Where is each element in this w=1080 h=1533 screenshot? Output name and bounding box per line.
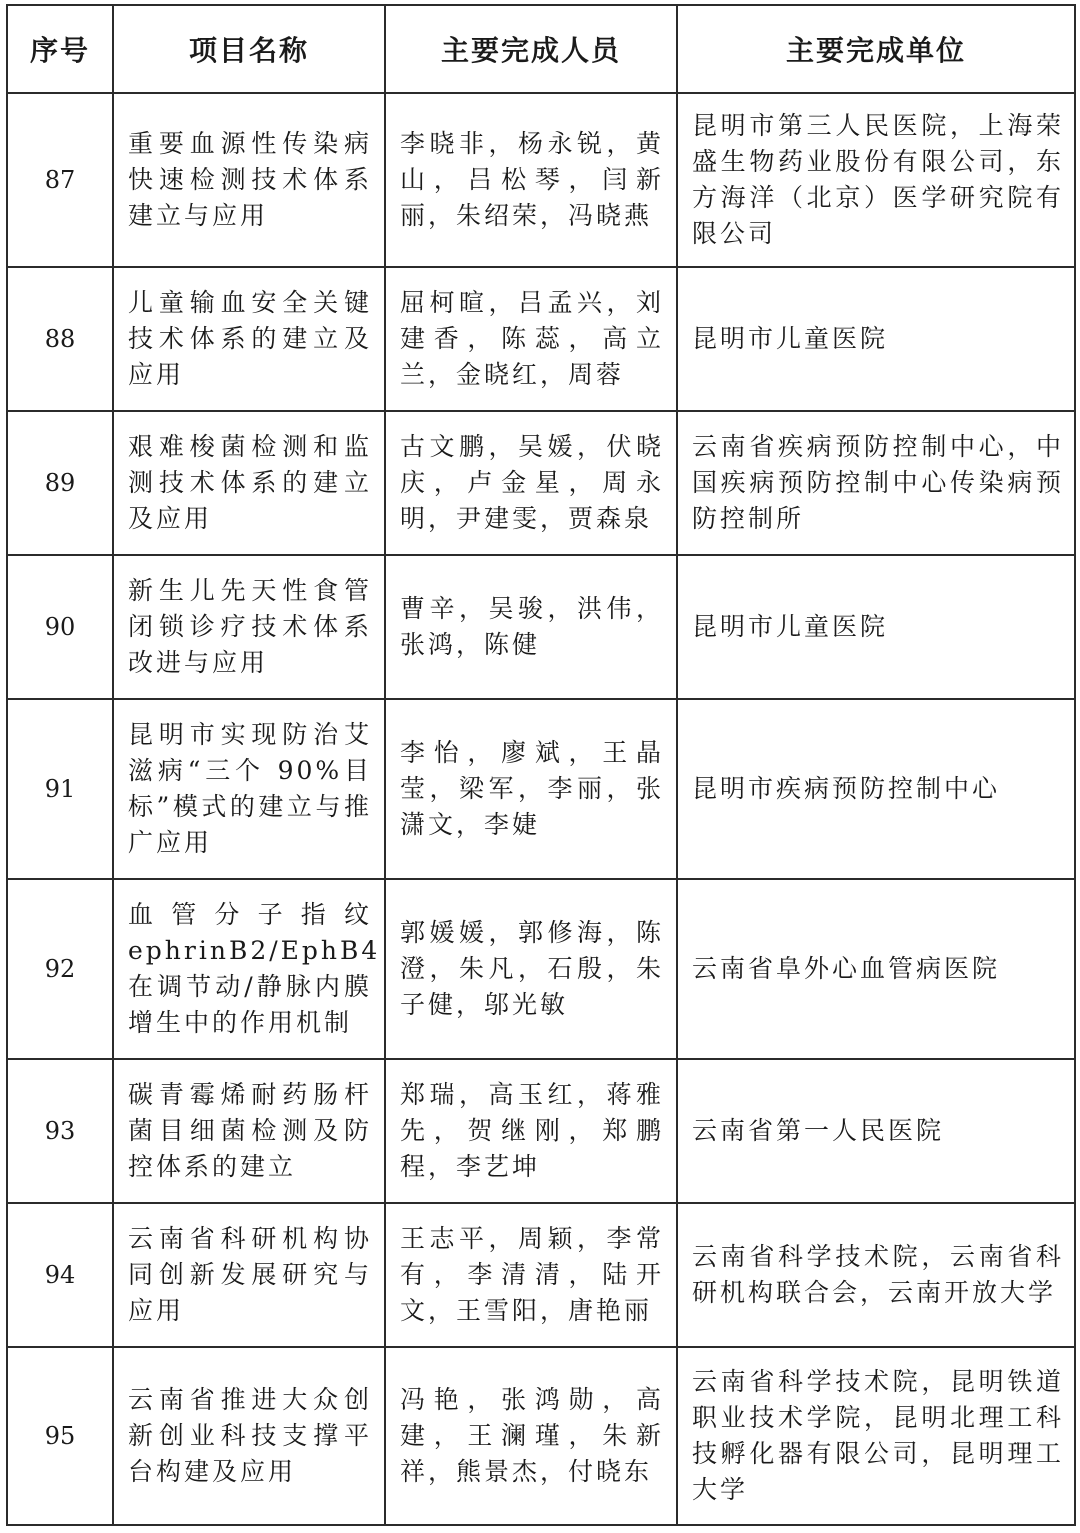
row-units: 云南省第一人民医院 bbox=[677, 1059, 1075, 1203]
row-units: 云南省疾病预防控制中心，中国疾病预防控制中心传染病预防控制所 bbox=[677, 411, 1075, 555]
table-row bbox=[7, 1347, 1075, 1525]
row-project-name: 艰难梭菌检测和监测技术体系的建立及应用 bbox=[113, 411, 385, 555]
row-project-name: 儿童输血安全关键技术体系的建立及应用 bbox=[113, 267, 385, 411]
row-contributors: 屈柯暄，吕孟兴，刘建香，陈蕊，高立兰，金晓红，周蓉 bbox=[385, 267, 677, 411]
header-main-contributors: 主要完成人员 bbox=[385, 5, 677, 93]
row-serial-number: 87 bbox=[7, 93, 113, 267]
row-contributors: 李怡，廖斌，王晶莹，梁军，李丽，张潇文，李婕 bbox=[385, 699, 677, 879]
row-serial-number: 90 bbox=[7, 555, 113, 699]
table-row bbox=[7, 879, 1075, 1059]
table-row bbox=[7, 1059, 1075, 1203]
row-serial-number: 88 bbox=[7, 267, 113, 411]
row-project-name: 云南省推进大众创新创业科技支撑平台构建及应用 bbox=[113, 1347, 385, 1525]
header-project-name: 项目名称 bbox=[113, 5, 385, 93]
row-serial-number: 91 bbox=[7, 699, 113, 879]
table-row bbox=[7, 93, 1075, 267]
row-contributors: 王志平，周颖，李常有，李清清，陆开文，王雪阳，唐艳丽 bbox=[385, 1203, 677, 1347]
row-contributors: 古文鹏，吴媛，伏晓庆，卢金星，周永明，尹建雯，贾森泉 bbox=[385, 411, 677, 555]
row-serial-number: 92 bbox=[7, 879, 113, 1059]
header-main-units: 主要完成单位 bbox=[677, 5, 1075, 93]
row-contributors: 郑瑞，高玉红，蒋雅先，贺继刚，郑鹏程，李艺坤 bbox=[385, 1059, 677, 1203]
row-project-name: 血管分子指纹 ephrinB2/EphB4 在调节动/静脉内膜增生中的作用机制 bbox=[113, 879, 385, 1059]
row-units: 昆明市儿童医院 bbox=[677, 555, 1075, 699]
row-serial-number: 89 bbox=[7, 411, 113, 555]
row-units: 云南省阜外心血管病医院 bbox=[677, 879, 1075, 1059]
table-row bbox=[7, 411, 1075, 555]
row-project-name: 昆明市实现防治艾滋病“三个 90%目标”模式的建立与推广应用 bbox=[113, 699, 385, 879]
row-serial-number: 93 bbox=[7, 1059, 113, 1203]
table-header-row bbox=[7, 5, 1075, 93]
header-serial-number: 序号 bbox=[7, 5, 113, 93]
row-units: 云南省科学技术院，云南省科研机构联合会，云南开放大学 bbox=[677, 1203, 1075, 1347]
table-row bbox=[7, 1203, 1075, 1347]
row-serial-number: 94 bbox=[7, 1203, 113, 1347]
row-units: 昆明市儿童医院 bbox=[677, 267, 1075, 411]
row-units: 云南省科学技术院，昆明铁道职业技术学院，昆明北理工科技孵化器有限公司，昆明理工大学 bbox=[677, 1347, 1075, 1525]
row-units: 昆明市疾病预防控制中心 bbox=[677, 699, 1075, 879]
row-contributors: 冯艳，张鸿勋，高建，王澜瑾，朱新祥，熊景杰，付晓东 bbox=[385, 1347, 677, 1525]
row-project-name: 云南省科研机构协同创新发展研究与应用 bbox=[113, 1203, 385, 1347]
row-project-name: 碳青霉烯耐药肠杆菌目细菌检测及防控体系的建立 bbox=[113, 1059, 385, 1203]
table-row bbox=[7, 555, 1075, 699]
award-projects-table bbox=[6, 4, 1076, 1526]
row-project-name: 新生儿先天性食管闭锁诊疗技术体系改进与应用 bbox=[113, 555, 385, 699]
row-units: 昆明市第三人民医院，上海荣盛生物药业股份有限公司，东方海洋（北京）医学研究院有限公司 bbox=[677, 93, 1075, 267]
table-row bbox=[7, 267, 1075, 411]
row-contributors: 曹辛，吴骏，洪伟，张鸿，陈健 bbox=[385, 555, 677, 699]
row-project-name: 重要血源性传染病快速检测技术体系建立与应用 bbox=[113, 93, 385, 267]
row-contributors: 郭媛媛，郭修海，陈澄，朱凡，石殷，朱子健，邬光敏 bbox=[385, 879, 677, 1059]
row-serial-number: 95 bbox=[7, 1347, 113, 1525]
table-row bbox=[7, 699, 1075, 879]
row-contributors: 李晓非，杨永锐，黄山，吕松琴，闫新丽，朱绍荣，冯晓燕 bbox=[385, 93, 677, 267]
